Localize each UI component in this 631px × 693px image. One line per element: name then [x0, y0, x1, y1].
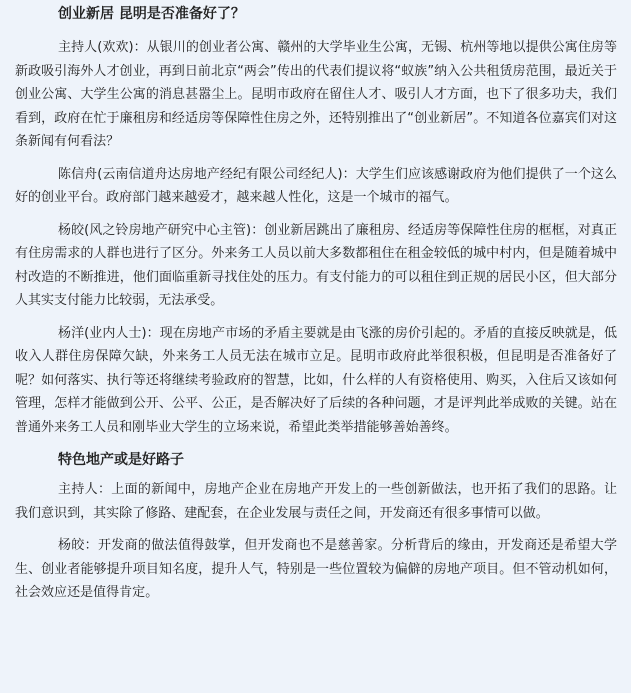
paragraph-yang-jiao-followup: 杨皎：开发商的做法值得鼓掌，但开发商也不是慈善家。分析背后的缘由，开发商还是希望大学生、创业者能够提升项目知名度，提升人气，特别是一些位置较为偏僻的房地产项目。但不管动机如何，社会效应还是值得肯定。: [15, 538, 617, 600]
paragraph-yang-yang: 杨洋(业内人士)：现在房地产市场的矛盾主要就是由飞涨的房价引起的。矛盾的直接反映就是，低收入人群住房保障欠缺，外来务工人员无法在城市立足。昆明市政府此举很积极，但昆明是否准备好了呢？如何落实、执行等还将继续考验政府的智慧，比如，什么样的人有资格使用、购买，入住后又该如何管理，怎样才能做到公开、公平、公正，是否解决好了后续的各种问题，才是评判此举成败的关键。站在普通外来务工人员和刚毕业大学生的立场来说，希望此类举措能够善始善终。: [15, 325, 617, 435]
paragraph-host-followup: 主持人：上面的新闻中，房地产企业在房地产开发上的一些创新做法，也开拓了我们的思路。让我们意识到，其实除了修路、建配套，在企业发展与责任之间，开发商还有很多事情可以做。: [15, 482, 617, 521]
section-heading-featured-realestate: 特色地产或是好路子: [58, 452, 184, 468]
paragraph-chen-xinzhou: 陈信舟(云南信道舟达房地产经纪有限公司经纪人)：大学生们应该感谢政府为他们提供了一个这么好的创业平台。政府部门越来越爱才，越来越人性化，这是一个城市的福气。: [15, 166, 617, 205]
paragraph-host-intro: 主持人(欢欢)：从银川的创业者公寓、赣州的大学毕业生公寓，无锡、杭州等地以提供公寓住房等新政吸引海外人才创业，再到日前北京“两会”传出的代表们提议将“蚁族”纳入公共租赁房范围，最近关于创业公寓、大学生公寓的消息甚嚣尘上。昆明市政府在留住人才、吸引人才方面，也下了很多功夫，我们看到，政府在忙于廉租房和经适房等保障性住房之外，还特别推出了“创业新居”。不知道各位嘉宾们对这条新闻有何看法？: [15, 40, 617, 149]
section-heading-startup-housing: 创业新居 昆明是否准备好了？: [58, 6, 245, 22]
paragraph-yang-jiao: 杨皎(风之铃房地产研究中心主管)：创业新居跳出了廉租房、经适房等保障性住房的框框，对真正有住房需求的人群也进行了区分。外来务工人员以前大多数都租住在租金较低的城中村内，但是随着城中村改造的不断推进，他们面临重新寻找住处的压力。有支付能力的可以租住到正规的居民小区，但大部分人其实支付能力比较弱，无法承受。: [15, 222, 617, 308]
